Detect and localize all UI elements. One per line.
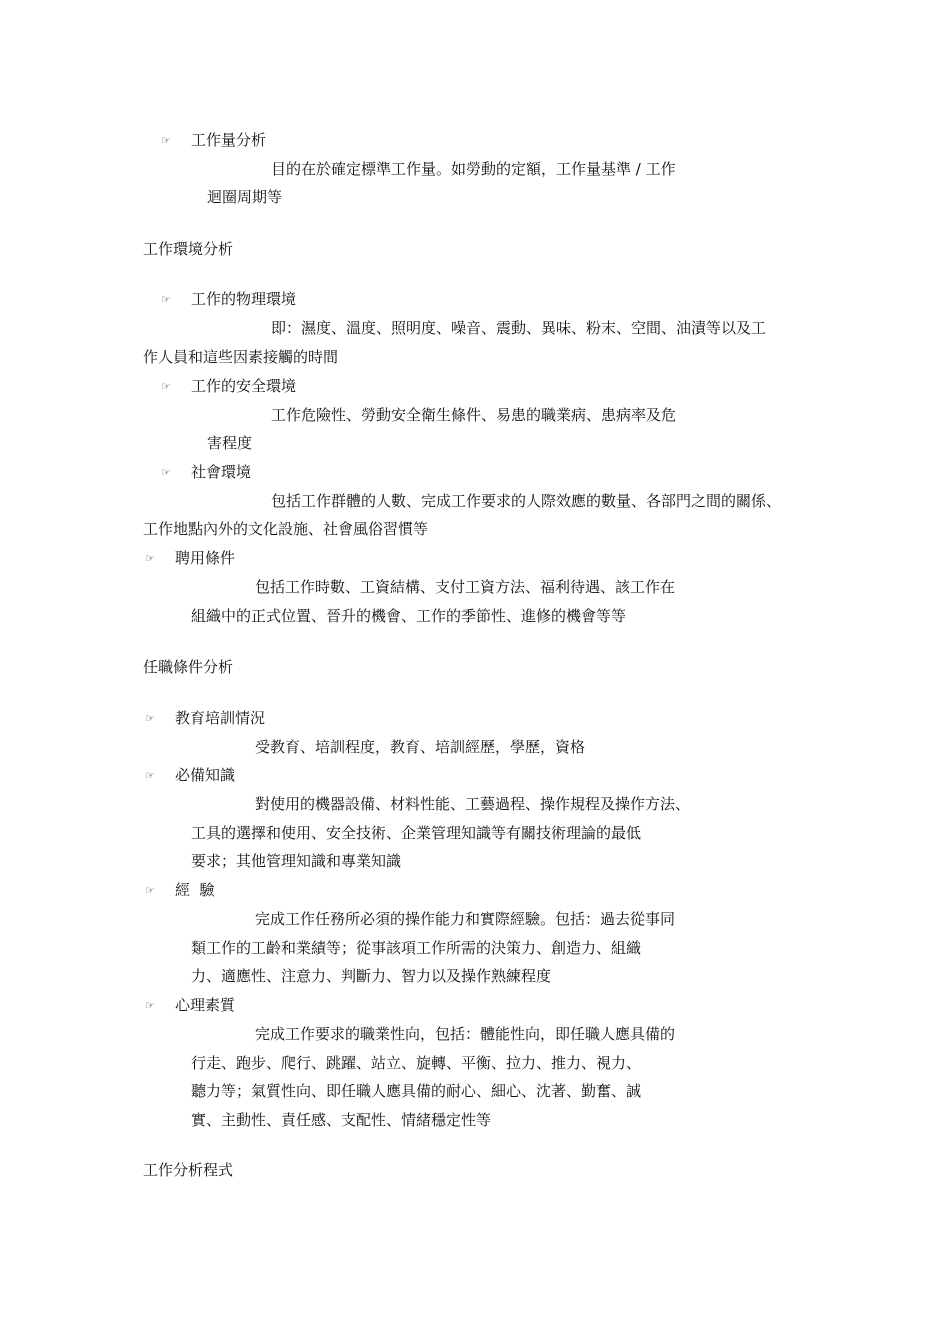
bullet-label-workload: 工作量分析	[191, 131, 267, 149]
pointing-hand-icon: ☞	[145, 884, 155, 897]
body-line: 目的在於確定標準工作量。如勞動的定額，工作量基準 / 工作	[271, 160, 676, 178]
body-line: 組織中的正式位置、晉升的機會、工作的季節性、進修的機會等等	[191, 607, 627, 625]
bullet-label-education: 教育培訓情況	[175, 709, 266, 727]
bullet-label-psychology: 心理素質	[175, 996, 236, 1014]
section-heading-environment: 工作環境分析	[143, 240, 234, 258]
body-line: 類工作的工齡和業績等；從事該項工作所需的決策力、創造力、組織	[191, 939, 642, 957]
body-line: 對使用的機器設備、材料性能、工藝過程、操作規程及操作方法、	[255, 795, 691, 813]
bullet-label-experience: 經 驗	[175, 881, 215, 899]
body-line: 實、主動性、責任感、支配性、情緒穩定性等	[191, 1111, 492, 1129]
body-line: 要求；其他管理知識和專業知識	[191, 852, 402, 870]
bullet-label-physical-environment: 工作的物理環境	[191, 290, 297, 308]
body-line: 包括工作時數、工資結構、支付工資方法、福利待遇、該工作在	[255, 578, 676, 596]
body-line: 工作危險性、勞動安全衛生條件、易患的職業病、患病率及危	[271, 406, 677, 424]
body-line: 即：濕度、溫度、照明度、噪音、震動、異味、粉末、空間、油漬等以及工	[271, 319, 767, 337]
body-line: 害程度	[207, 434, 253, 452]
section-heading-procedure: 工作分析程式	[143, 1161, 234, 1179]
body-line: 完成工作任務所必須的操作能力和實際經驗。包括：過去從事同	[255, 910, 676, 928]
body-line: 工具的選擇和使用、安全技術、企業管理知識等有關技術理論的最低	[191, 824, 642, 842]
bullet-label-social-environment: 社會環境	[191, 463, 252, 481]
pointing-hand-icon: ☞	[145, 552, 155, 565]
section-heading-qualifications: 任職條件分析	[143, 658, 234, 676]
body-line: 工作地點內外的文化設施、社會風俗習慣等	[143, 520, 429, 538]
body-line: 受教育、培訓程度，教育、培訓經歷，學歷，資格	[255, 738, 586, 756]
pointing-hand-icon: ☞	[145, 999, 155, 1012]
bullet-label-knowledge: 必備知識	[175, 766, 236, 784]
pointing-hand-icon: ☞	[161, 466, 171, 479]
pointing-hand-icon: ☞	[161, 380, 171, 393]
body-line: 力、適應性、注意力、判斷力、智力以及操作熟練程度	[191, 967, 552, 985]
body-line: 迴圈周期等	[207, 188, 283, 206]
pointing-hand-icon: ☞	[161, 293, 171, 306]
bullet-label-employment: 聘用條件	[175, 549, 236, 567]
pointing-hand-icon: ☞	[145, 769, 155, 782]
body-line: 聽力等；氣質性向、即任職人應具備的耐心、細心、沈著、勤奮、誠	[191, 1082, 642, 1100]
body-line: 行走、跑步、爬行、跳躍、站立、旋轉、平衡、拉力、推力、視力、	[191, 1054, 642, 1072]
body-line: 作人員和這些因素接觸的時間	[143, 348, 339, 366]
pointing-hand-icon: ☞	[161, 134, 171, 147]
bullet-label-safety-environment: 工作的安全環境	[191, 377, 297, 395]
pointing-hand-icon: ☞	[145, 712, 155, 725]
body-line: 包括工作群體的人數、完成工作要求的人際效應的數量、各部門之間的關係、	[271, 492, 782, 510]
body-line: 完成工作要求的職業性向，包括：體能性向，即任職人應具備的	[255, 1025, 676, 1043]
